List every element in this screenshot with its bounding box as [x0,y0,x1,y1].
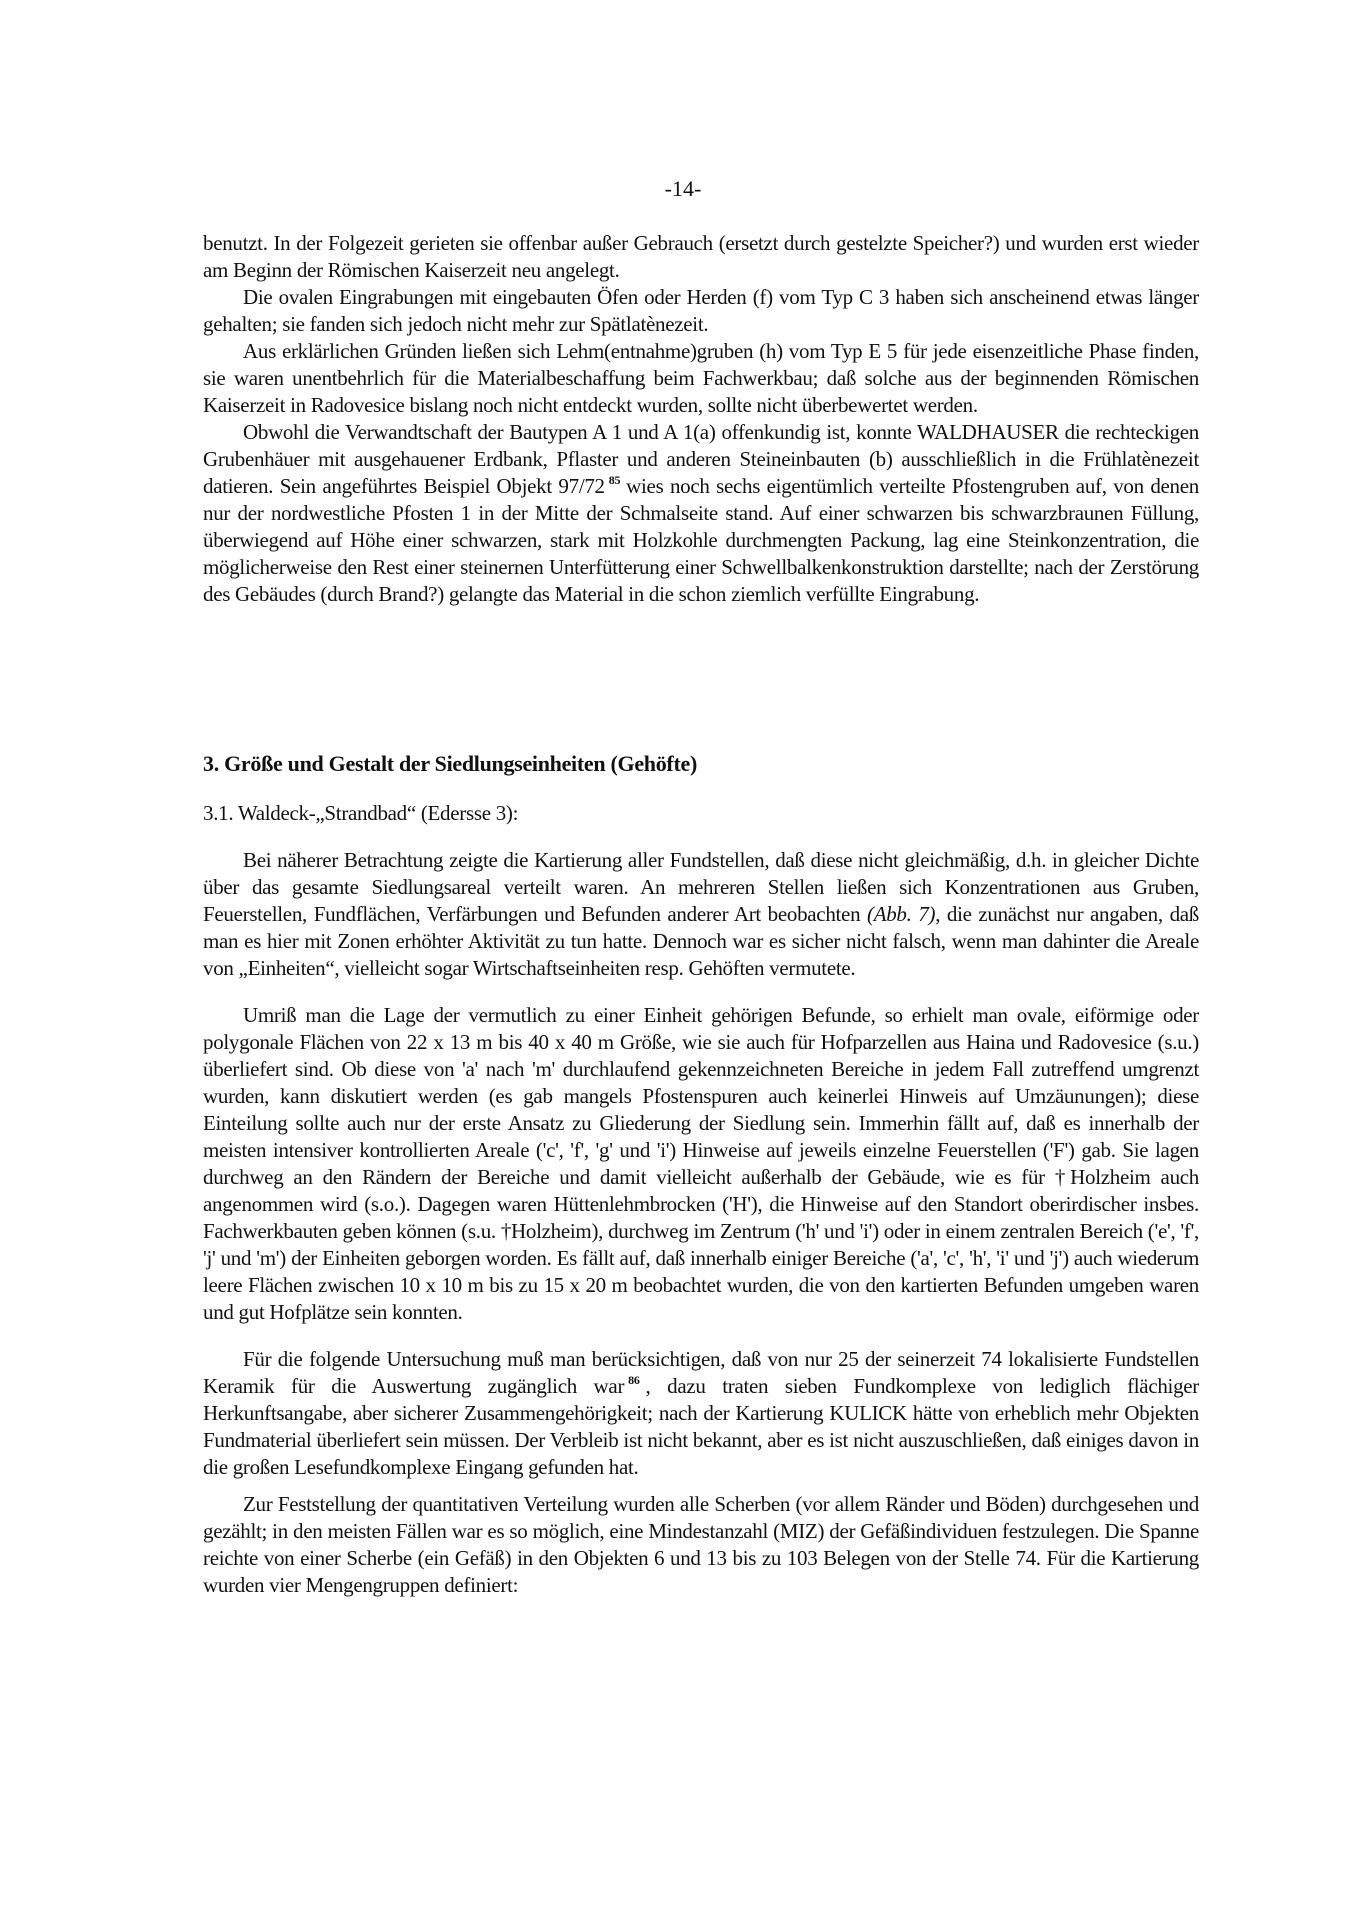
paragraph-text: , dazu traten sieben Fundkomplexe von lediglich flächiger Herkunftsangabe, aber sicherer Zusammengehörigkeit; nach der Kartierung KULICK hätte von erheblich mehr Objekten Fundmaterial überliefert sein müssen. Der Verbleib ist nicht bekannt, aber es ist nicht auszuschließen, daß einiges davon in die großen Lesefundkomplexe Eingang gefunden hat. [203,1374,1199,1479]
paragraph-verteilung: Zur Feststellung der quantitativen Verteilung wurden alle Scherben (vor allem Ränder und Böden) durchgesehen und gezählt; in den meisten Fällen war es so möglich, eine Mindestanzahl (MIZ) der Gefäßindividuen festzulegen. Die Spanne reichte von einer Scherbe (ein Gefäß) in den Objekten 6 und 13 bis zu 103 Belegen von der Stelle 74. Für die Kartierung wurden vier Mengengruppen definiert: [203,1492,1199,1597]
paragraph-continuation: benutzt. In der Folgezeit gerieten sie offenbar außer Gebrauch (ersetzt durch gestelzte Speicher?) und wurden erst wieder am Beginn der Römischen Kaiserzeit neu angelegt. [203,231,1199,282]
paragraph-untersuchung [203,1346,1199,1481]
footnote-marker-86: 86 [628,1373,640,1387]
paragraph-kartierung [203,847,1199,982]
subsection-heading: 3.1. Waldeck-„Strandbad“ (Edersse 3): [203,801,519,825]
paragraph-text: Bei näherer Betrachtung zeigte die Kartierung aller Fundstellen, daß diese nicht gleichmäßig, d.h. in gleicher Dichte über das gesamte Siedlungsareal verteilt waren. An mehreren Stellen ließen sich Konzentrationen aus Gruben, Feuerstellen, Fundflächen, Verfärbungen und Befunden anderer Art beobachten [203,848,1199,926]
figure-reference: (Abb. 7) [867,902,936,926]
paragraph-text: Obwohl die Verwandtschaft der Bautypen A 1 und A 1(a) offenkundig ist, konnte WALDHAUSER die rechteckigen Grubenhäuer mit ausgehauener Erdbank, Pflaster und anderen Steineinbauten (b) ausschließlich in die Frühlatènezeit datieren. Sein angeführtes Beispiel Objekt 97/72 [203,420,1199,498]
page-number: -14- [664,176,702,201]
paragraph-ovale-eingrabungen: Die ovalen Eingrabungen mit eingebauten Öfen oder Herden (f) vom Typ C 3 haben sich anscheinend etwas länger gehalten; sie fanden sich jedoch nicht mehr zur Spätlatènezeit. [203,285,1199,336]
paragraph-einheiten: Umriß man die Lage der vermutlich zu einer Einheit gehörigen Befunde, so erhielt man ovale, eiförmige oder polygonale Flächen von 22 x 13 m bis 40 x 40 m Größe, wie sie auch für Hofparzellen aus Haina und Radovesice (s.u.) überliefert sind. Ob diese von 'a' nach 'm' durchlaufend gekennzeichneten Bereiche in jedem Fall zutreffend umgrenzt wurden, kann diskutiert werden (es gab mangels Pfostenspuren auch keinerlei Hinweis auf Umzäunungen); diese Einteilung sollte auch nur der erste Ansatz zu Gliederung der Siedlung sein. Immerhin fällt auf, daß es innerhalb der meisten intensiver kontrollierten Areale ('c', 'f', 'g' und 'i') Hinweise auf jeweils einzelne Feuerstellen ('F') gab. Sie lagen durchweg an den Rändern der Bereiche und damit vielleicht außerhalb der Gebäude, wie es für †Holzheim auch angenommen wird (s.o.). Dagegen waren Hüttenlehmbrocken ('H'), die Hinweise auf den Standort oberirdischer insbes. Fachwerkbauten geben können (s.u. †Holzheim), durchweg im Zentrum ('h' und 'i') oder in einem zentralen Bereich ('e', 'f', 'j' und 'm') der Einheiten geborgen worden. Es fällt auf, daß innerhalb einiger Bereiche ('a', 'c', 'h', 'i' und 'j') auch wiederum leere Flächen zwischen 10 x 10 m bis zu 15 x 20 m beobachtet wurden, die von den kartierten Befunden umgeben waren und gut Hofplätze sein konnten. [203,1003,1199,1324]
paragraph-text: Für die folgende Untersuchung muß man berücksichtigen, daß von nur 25 der seinerzeit 74 lokalisierte Fundstellen Keramik für die Auswertung zugänglich war [203,1347,1199,1398]
footnote-marker-85: 85 [608,473,621,487]
top-text-block [203,230,1199,608]
paragraph-text: , die zunächst nur angaben, daß man es hier mit Zonen erhöhter Aktivität zu tun hatte. Dennoch war es sicher nicht falsch, wenn man dahinter die Areale von „Einheiten“, vielleicht sogar Wirtschaftseinheiten resp. Gehöften vermutete. [203,902,1199,980]
paragraph-bautypen [203,419,1199,608]
section-3-block [203,750,1199,1599]
paragraph-lehmgruben: Aus erklärlichen Gründen ließen sich Lehm(entnahme)gruben (h) vom Typ E 5 für jede eisenzeitliche Phase finden, sie waren unentbehrlich für die Materialbeschaffung beim Fachwerkbau; daß solche aus der beginnenden Römischen Kaiserzeit in Radovesice bislang noch nicht entdeckt wurden, sollte nicht überbewertet werden. [203,339,1199,417]
section-heading: 3. Größe und Gestalt der Siedlungseinheiten (Gehöfte) [203,751,697,776]
paragraph-text: wies noch sechs eigentümlich verteilte Pfostengruben auf, von denen nur der nordwestliche Pfosten 1 in der Mitte der Schmalseite stand. Auf einer schwarzen bis schwarzbraunen Füllung, überwiegend auf Höhe einer schwarzen, stark mit Holzkohle durchmengten Packung, lag eine Steinkonzentration, die möglicherweise den Rest einer steinernen Unterfütterung einer Schwellbalkenkonstruktion darstellte; nach der Zerstörung des Gebäudes (durch Brand?) gelangte das Material in die schon ziemlich verfüllte Eingrabung. [203,474,1199,606]
